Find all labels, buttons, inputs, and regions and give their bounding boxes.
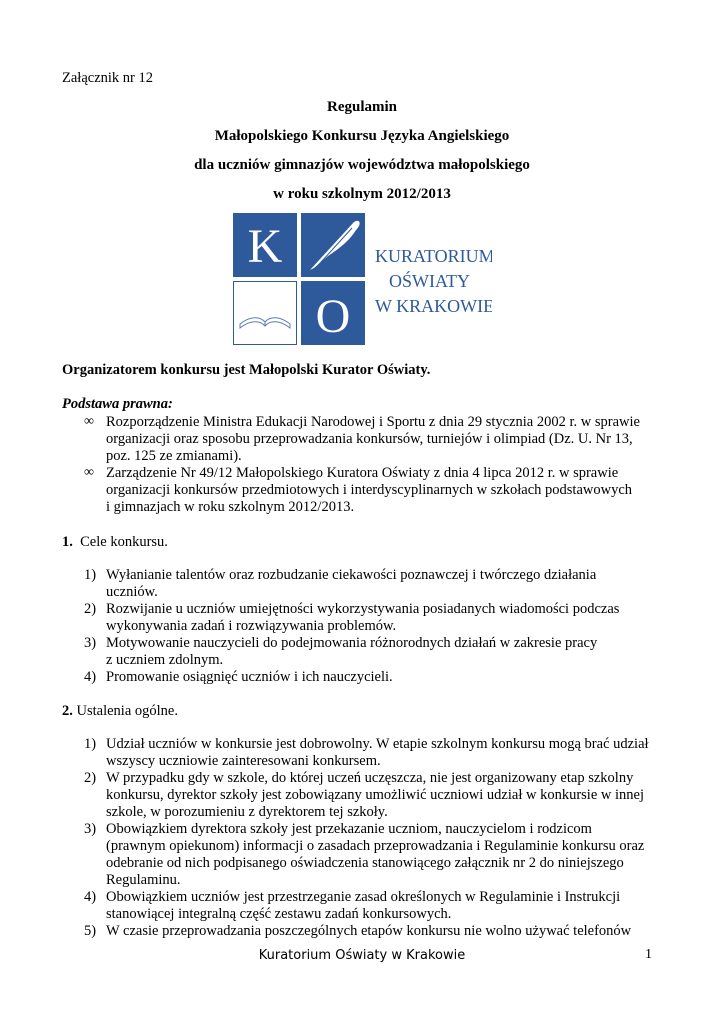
section2-item: Udział uczniów w konkursie jest dobrowolny. W etapie szkolnym konkursu mogą brać udział wszyscy uczniowie zainteresowani konkursem. — [106, 736, 649, 769]
section1-item: Wyłanianie talentów oraz rozbudzanie ciekawości poznawczej i twórczego działania uczniów. — [106, 567, 597, 600]
logo-book-square — [234, 282, 297, 345]
section1-item: Motywowanie nauczycieli do podejmowania różnorodnych działań w zakresie pracy z uczniem zdolnym. — [106, 635, 598, 668]
organizer-statement: Organizatorem konkursu jest Małopolski Kurator Oświaty. — [62, 362, 431, 378]
section1-heading: 1. Cele konkursu. — [62, 534, 168, 550]
bullet-symbol: ∞ — [84, 414, 94, 429]
list-number: 1) — [84, 736, 97, 752]
section2-item: W przypadku gdy w szkole, do której uczeń uczęszcza, nie jest organizowany etap szkolny konkursu, dyrektor szkoły jest zobowiązany umożliwić uczniowi udział w konkursie w innej szkole, w porozumieniu z dyrektorem tej szkoły. — [106, 770, 644, 820]
list-number: 3) — [84, 635, 97, 651]
footer-institution: Kuratorium Oświaty w Krakowie — [258, 948, 466, 963]
logo-graphic — [232, 212, 492, 348]
list-number: 4) — [84, 889, 97, 905]
section2-heading: 2. Ustalenia ogólne. — [62, 703, 178, 719]
list-number: 1) — [84, 567, 97, 583]
list-number: 2) — [84, 601, 97, 617]
doc-title-line2: Małopolskiego Konkursu Języka Angielskiego — [214, 128, 510, 144]
list-number: 5) — [84, 923, 97, 939]
logo-name-line1: KURATORIUM — [375, 246, 492, 266]
legal-basis-heading: Podstawa prawna: — [62, 396, 173, 412]
attachment-label: Załącznik nr 12 — [62, 70, 153, 86]
bullet-symbol: ∞ — [84, 465, 94, 480]
list-number: 2) — [84, 770, 97, 786]
list-number: 3) — [84, 821, 97, 837]
legal-basis-item: Rozporządzenie Ministra Edukacji Narodowej i Sportu z dnia 29 stycznia 2002 r. w sprawie organizacji oraz sposobu przeprowadzania konkursów, turniejów i olimpiad (Dz. U. Nr 13, poz. 125 ze zmianami). — [106, 414, 640, 464]
doc-title-line1: Regulamin — [326, 99, 397, 115]
list-number: 4) — [84, 669, 97, 685]
section1-item: Rozwijanie u uczniów umiejętności wykorzystywania posiadanych wiadomości podczas wykonywania zadań i rozwiązywania problemów. — [106, 601, 620, 634]
doc-title-line4: w roku szkolnym 2012/2013 — [273, 186, 451, 202]
section2-item: W czasie przeprowadzania poszczególnych etapów konkursu nie wolno używać telefonów — [106, 923, 632, 939]
page-number: 1 — [645, 947, 652, 962]
section1-item: Promowanie osiągnięć uczniów i ich nauczycieli. — [106, 669, 393, 685]
logo-name-line2: OŚWIATY — [389, 271, 470, 291]
doc-title-line3: dla uczniów gimnazjów województwa małopolskiego — [194, 157, 530, 173]
logo-name-line3: W KRAKOWIE — [375, 296, 492, 316]
logo-letter-o: O — [315, 290, 351, 343]
section2-item: Obowiązkiem dyrektora szkoły jest przekazanie uczniom, nauczycielom i rodzicom (prawnym opiekunom) informacji o zasadach przeprowadzania i Regulaminie konkursu oraz odebranie od nich podpisanego oświadczenia stanowiącego załącznik nr 2 do niniejszego Regulaminu. — [106, 821, 645, 888]
kuratorium-logo — [232, 212, 492, 348]
section2-item: Obowiązkiem uczniów jest przestrzeganie zasad określonych w Regulaminie i Instrukcji stanowiącej integralną część zestawu zadań konkursowych. — [106, 889, 621, 922]
logo-letter-k: K — [247, 220, 283, 273]
legal-basis-item: Zarządzenie Nr 49/12 Małopolskiego Kuratora Oświaty z dnia 4 lipca 2012 r. w sprawie organizacji konkursów przedmiotowych i interdyscyplinarnych w szkołach podstawowych i gimnazjach w roku szkolnym 2012/2013. — [106, 465, 633, 515]
